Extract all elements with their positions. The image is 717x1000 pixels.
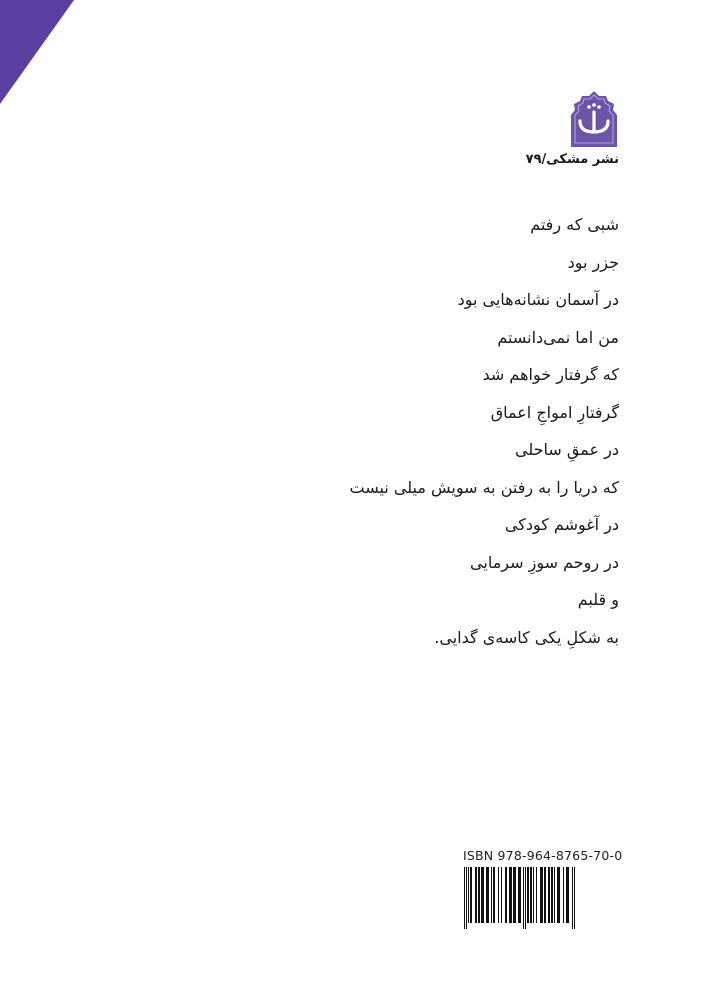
isbn-block	[463, 848, 623, 929]
publisher-logo-icon	[570, 90, 618, 148]
purple-corner-accent	[0, 0, 80, 110]
poem	[350, 212, 620, 662]
poem-line: و قلبم	[577, 590, 619, 609]
barcode	[463, 867, 617, 929]
poem-line: من اما نمی‌دانستم	[497, 327, 619, 347]
poem-line: که گرفتار خواهم شد	[482, 365, 619, 384]
poem-line: در عمقِ ساحلی	[515, 440, 619, 459]
poem-line: در آسمان نشانه‌هایی بود	[457, 290, 619, 309]
poem-line: که دریا را به رفتن به سویش میلی نیست	[349, 477, 619, 497]
isbn-text: ISBN 978-964-8765-70-0	[463, 848, 623, 863]
poem-line: جزر بود	[567, 252, 619, 272]
poem-line: به شکلِ یکی کاسه‌ی گدایی.	[434, 627, 619, 647]
poem-line: در روحم سوزِ سرمایی	[470, 552, 619, 572]
series-label: نشر مشکی/۷۹	[525, 152, 619, 167]
poem-line: در آغوشم کودکی	[504, 515, 619, 534]
poem-line: گرفتارِ امواجِ اعماق	[490, 402, 619, 422]
poem-line: شبی که رفتم	[530, 215, 619, 234]
